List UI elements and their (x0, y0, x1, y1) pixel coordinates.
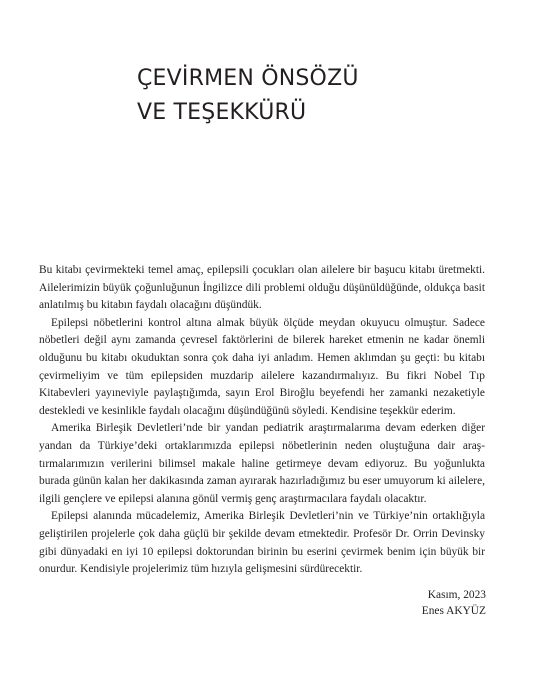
signature-date: Kasım, 2023 (427, 589, 486, 601)
paragraph-1: Bu kitabı çevirmekteki temel amaç, epilepsili çocukları olan ailelere bir başucu kitabı üretmekti. Ailelerimizin büyük çoğunluğunun İngilizce dili problemi olduğu düşünüldüğünde, oldukça basit anlatılmış bu kitabın faydalı olacağını düşündük. (39, 264, 485, 312)
paragraph-3: Amerika Birleşik Devletleri’nde bir yandan pediatrik araştırmalarıma devam ederken diğer yandan da Türkiye’deki ortaklarımızda epilepsi nöbetlerinin neden oluştuğuna dair araştırmalarımızın verilerini bilimsel makale haline getirmeye devam ediyoruz. Bu yoğunlukta burada günün kalan her dakikasında zaman ayırarak hazırladığımız bu eser umuyorum ki ailelere, ilgili gençlere ve epilepsi alanına gönül vermiş genç araştırmacılara faydalı olacaktır. (39, 422, 485, 505)
body-text (39, 262, 485, 579)
signature-name: Enes AKYÜZ (421, 605, 486, 617)
paragraph-4: Epilepsi alanında mücadelemiz, Amerika Birleşik Devletleri’nin ve Türkiye’nin ortaklığıyla geliştirilen projelerle çok daha güçlü bir şekilde devam etmektedir. Profesör Dr. Orrin Devinsky gibi dünyadaki en iyi 10 epilepsi doktorundan birinin bu eserini çevirmek benim için büyük bir onurdur. Kendisiyle projelerimiz tüm hızıyla gelişmesini sürdürecektir. (39, 510, 485, 576)
signature-block (422, 587, 486, 619)
page-title (137, 62, 497, 130)
paragraph-2: Epilepsi nöbetlerini kontrol altına almak büyük ölçüde meydan okuyucu olmuştur. Sadece nöbetleri değil aynı zamanda çevresel faktörlerini de bilerek hareket etmenin ne kadar önemli olduğunu bu kitabı okuduktan sonra çok daha iyi anladım. Hemen aklımdan şu geçti: bu kitabı çevirmeliyim ve tüm epilepsiden muzdarip ailelere kazandırmalıyız. Bu fikri Nobel Tıp Kitabevleri yayıneviyle paylaştığımda, sayın Erol Biroğlu beyefendi her zamanki nezaketiyle destekledi ve kesinlikle faydalı olacağını düşündüğünü söyledi. Kendisine teşekkür ederim. (39, 316, 485, 417)
title-line-2: VE TEŞEKKÜRÜ (137, 100, 307, 125)
title-line-1: ÇEVİRMEN ÖNSÖZÜ (137, 66, 359, 91)
